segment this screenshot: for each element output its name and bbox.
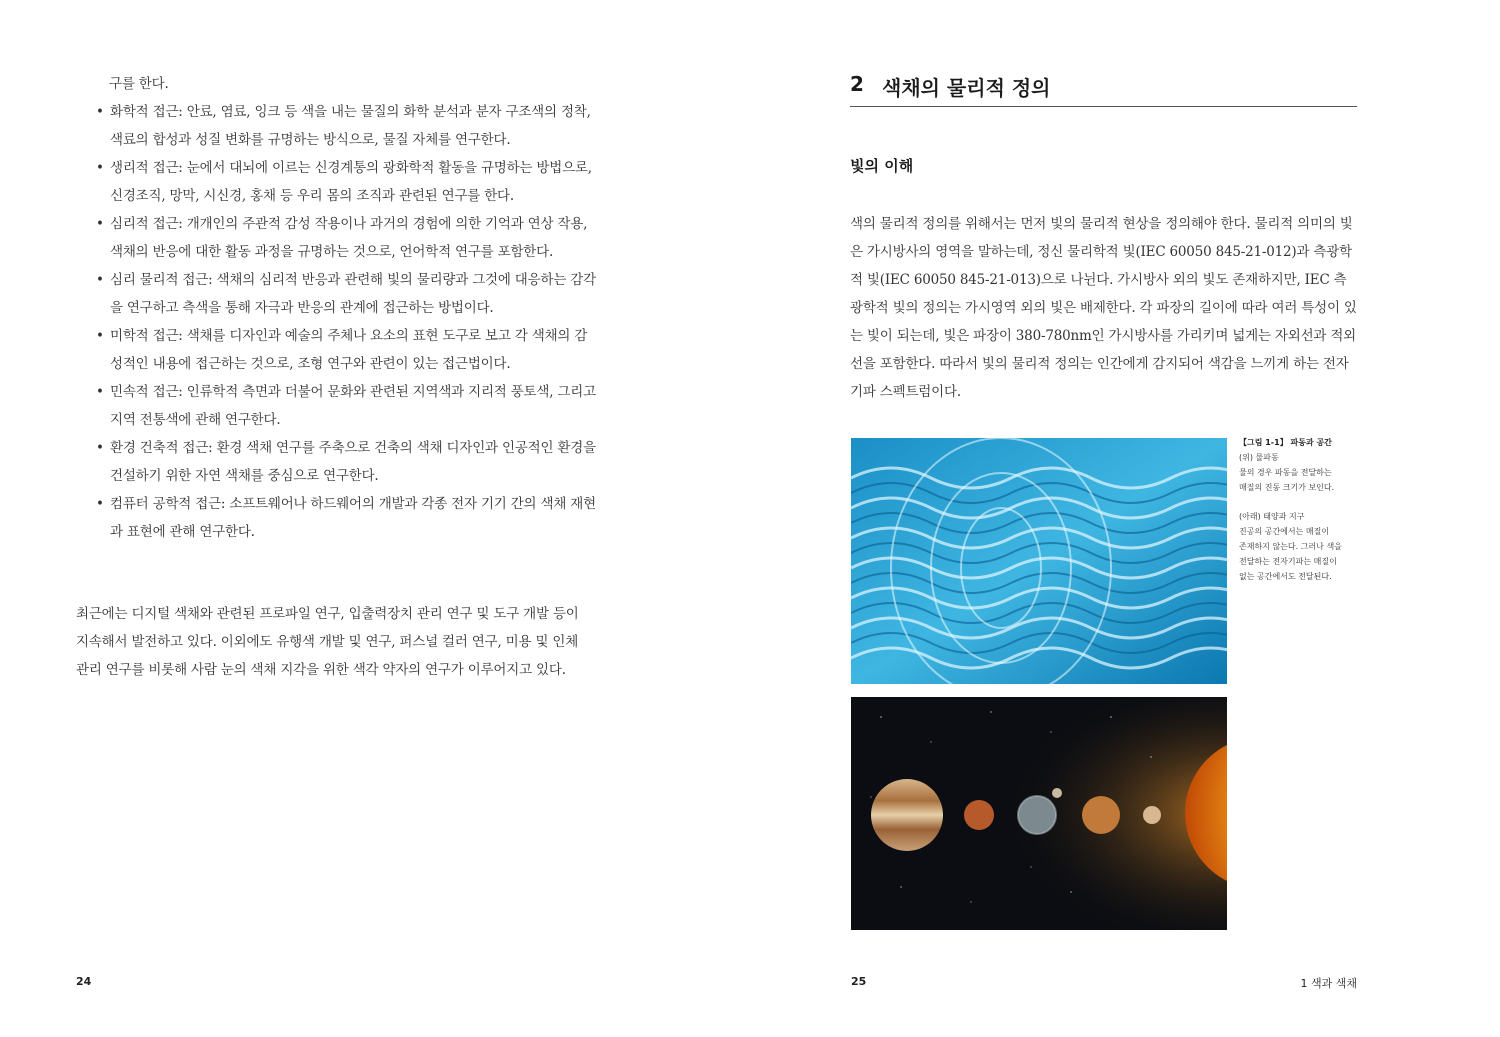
continuation-text: 구를 한다.: [109, 76, 169, 92]
bullet-text: 생리적 접근: 눈에서 대뇌에 이르는 신경계통의 광화학적 활동을 규명하는 방법으로, 신경조직, 망막, 시신경, 홍채 등 우리 몸의 조직과 관련된 연구를 한다.: [110, 160, 592, 204]
light-definition-paragraph: 색의 물리적 정의를 위해서는 먼저 빛의 물리적 현상을 정의해야 한다. 물리적 의미의 빛은 가시방사의 영역을 말하는데, 정신 물리학적 빛(IEC 60050 845-21-012)과 측광학적 빛(IEC 60050 845-21-013)으로 나뉜다. 가시방사 외의 빛도 존재하지만, IEC 측광학적 빛의 정의는 가시영역 외의 빛은 배제한다. 각 파장의 길이에 따라 여러 특성이 있는 빛이 되는데, 빛은 파장이 380-780nm인 가시방사를 가리키며 넓게는 자외선과 적외선을 포함한다. 따라서 빛의 물리적 정의는 인간에게 감지되어 색감을 느끼게 하는 전자기파 스펙트럼이다.: [850, 216, 1357, 400]
list-item: [96, 98, 596, 154]
section-heading: [850, 70, 1357, 107]
water-wave-image: [851, 438, 1227, 684]
list-item: [96, 490, 596, 546]
caption-upper-label: (위) 물파동: [1239, 453, 1279, 462]
bullet-text: 환경 건축적 접근: 환경 색채 연구를 주축으로 건축의 색채 디자인과 인공적인 환경을 건설하기 위한 자연 색채를 중심으로 연구한다.: [110, 440, 596, 484]
right-page: [750, 0, 1500, 1037]
caption-title: 【그림 1-1】 파동과 공간: [1239, 438, 1332, 447]
bullet-text: 미학적 접근: 색채를 디자인과 예술의 주체나 요소의 표현 도구로 보고 각 색채의 감성적인 내용에 접근하는 것으로, 조형 연구와 관련이 있는 접근법이다.: [110, 328, 588, 372]
list-item: [96, 434, 596, 490]
bullet-text: 화학적 접근: 안료, 염료, 잉크 등 색을 내는 물질의 화학 분석과 분자 구조색의 정착, 색료의 합성과 성질 변화를 규명하는 방식으로, 물질 자체를 연구한다.: [110, 104, 591, 148]
bullet-icon: •: [96, 384, 104, 400]
list-item: [96, 322, 596, 378]
list-item: [96, 266, 596, 322]
bullet-icon: •: [96, 160, 104, 176]
bullet-text: 심리적 접근: 개개인의 주관적 감성 작용이나 과거의 경험에 의한 기억과 연상 작용, 색채의 반응에 대한 활동 과정을 규명하는 것으로, 언어학적 연구를 포함한다.: [110, 216, 588, 260]
page-number-left: 24: [76, 975, 92, 988]
caption-lower-text-1: 진공의 공간에서는 매질이: [1239, 527, 1330, 536]
caption-upper-text-1: 물의 경우 파동을 전달하는: [1239, 468, 1332, 477]
bullet-icon: •: [96, 216, 104, 232]
caption-lower-text-3: 전달하는 전자기파는 매질이: [1239, 557, 1337, 566]
bullet-text: 심리 물리적 접근: 색채의 심리적 반응과 관련해 빛의 물리량과 그것에 대응하는 감각을 연구하고 측색을 통해 자극과 반응의 관계에 접근하는 방법이다.: [110, 272, 596, 316]
bullet-icon: •: [96, 272, 104, 288]
bullet-text: 민속적 접근: 인류학적 측면과 더불어 문화와 관련된 지역색과 지리적 풍토색, 그리고 지역 전통색에 관해 연구한다.: [110, 384, 596, 428]
running-head: 1 색과 색채: [1300, 977, 1357, 990]
caption-lower-text-4: 없는 공간에서도 전달된다.: [1239, 572, 1332, 581]
recent-research-paragraph: 최근에는 디지털 색채와 관련된 프로파일 연구, 입출력장치 관리 연구 및 도구 개발 등이 지속해서 발전하고 있다. 이외에도 유행색 개발 및 연구, 퍼스널 컬러 연구, 미용 및 인체 관리 연구를 비롯해 사람 눈의 색채 지각을 위한 색각 약자의 연구가 이루어지고 있다.: [76, 606, 579, 678]
list-item: [96, 378, 596, 434]
figure-caption: [1239, 435, 1359, 584]
caption-lower-text-2: 존재하지 않는다. 그러나 색을: [1239, 542, 1342, 551]
caption-upper-text-2: 매질의 진동 크기가 보인다.: [1239, 483, 1335, 492]
caption-lower-label: (아래) 태양과 지구: [1239, 512, 1305, 521]
approach-bullet-list: [96, 98, 596, 546]
section-number: 2: [850, 72, 864, 96]
subheading: 빛의 이해: [850, 157, 914, 175]
list-item: [96, 210, 596, 266]
bullet-text: 컴퓨터 공학적 접근: 소프트웨어나 하드웨어의 개발과 각종 전자 기기 간의 색채 재현과 표현에 관해 연구한다.: [110, 496, 596, 540]
list-item: [96, 154, 596, 210]
section-title: 색채의 물리적 정의: [882, 76, 1051, 100]
page-number-right: 25: [851, 975, 867, 988]
solar-system-image: [851, 697, 1227, 930]
bullet-icon: •: [96, 440, 104, 456]
bullet-icon: •: [96, 104, 104, 120]
bullet-icon: •: [96, 328, 104, 344]
bullet-icon: •: [96, 496, 104, 512]
